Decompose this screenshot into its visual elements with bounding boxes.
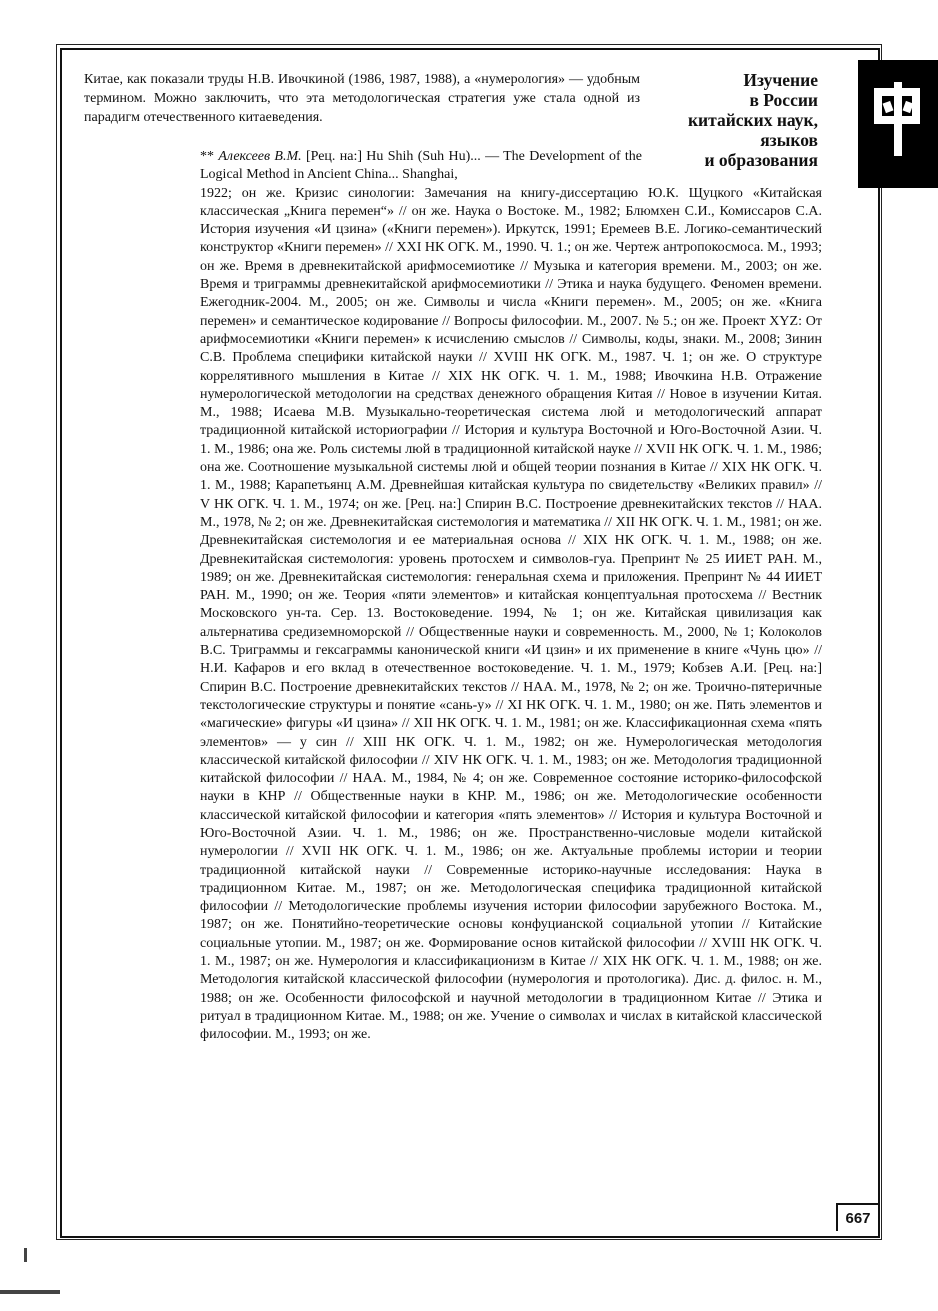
section-heading-line: китайских наук, <box>687 110 818 130</box>
footnote-block <box>200 148 822 1045</box>
footnote-first-line <box>200 148 642 185</box>
scan-artifact <box>24 1248 27 1262</box>
section-heading-line: и образования <box>704 150 818 170</box>
section-heading-line: в России <box>749 90 818 110</box>
intro-paragraph: Китае, как показали труды Н.В. Ивочкиной (1986, 1987, 1988), а «нумерология» — удобным термином. Можно заключить, что эта методологическая стратегия уже стала одной из парадигм отечественного китаеведения. <box>84 72 640 125</box>
section-heading-line: Изучение <box>743 70 818 90</box>
page-number: 667 <box>836 1203 878 1231</box>
footnote-author: Алексеев В.М. <box>218 149 302 164</box>
footnote-first-text: [Рец. на:] Hu Shih (Suh Hu)... — The Development of the Logical Method in Ancient China... Shanghai, <box>200 149 643 183</box>
footnote-body: 1922; он же. Кризис синологии: Замечания на книгу-диссертацию Ю.К. Щуцкого «Китайская классическая „Книга перемен“» // он же. Наука о Востоке. М., 1982; Блюмхен С.И., Комиссаров С.А. История изучения «И цзина» («Книги перемен»). Иркутск, 1991; Еремеев В.Е. Логико-семантический конструктор «Книги перемен» // XXI НК ОГК. М., 1990. Ч. 1.; он же. Чертеж антропокосмоса. М., 1993; он же. Время в древнекитайской арифмосемиотике // Музыка и категория времени. М., 2003; он же. Время и триграммы древнекитайской арифмосемиотики // Этика и наука будущего. Феномен времени. Ежегодник-2004. М., 2005; он же. Символы и числа «Книги перемен». М., 2005; он же. «Книга перемен» и семантическое кодирование // Вопросы философии. М., 2007. № 5.; он же. Проект XYZ: От арифмосемиотики «Книги перемен» к исчислению смыслов // Символы, коды, знаки. М., 2008; Зинин С.В. Проблема специфики китайской науки // XVIII НК ОГК. М., 1987. Ч. 1; он же. О структуре коррелятивного мышления в Китае // XIX НК ОГК. Ч. 1. М., 1988; Ивочкина Н.В. Отражение нумерологической методологии на средствах денежного обращения Китая // Новое в изучении Китая. М., 1988; Исаева М.В. Музыкально-теоретическая система люй и методологический аппарат традиционной китайской историографии // История и культура Восточной и Юго-Восточной Азии. Ч. 1. М., 1986; она же. Роль системы люй в традиционной китайской науке // XVII НК ОГК. Ч. 1. М., 1986; она же. Соотношение музыкальной системы люй и общей теории познания в Китае // XIX НК ОГК. Ч. 1. М., 1988; Карапетьянц А.М. Древнейшая китайская культура по свидетельству «Великих правил» // V НК ОГК. Ч. 1. М., 1974; он же. [Рец. на:] Спирин В.С. Построение древнекитайских текстов // НАА. М., 1978, № 2; он же. Древнекитайская системология и математика // XII НК ОГК. Ч. 1. М., 1981; он же. Древнекитайская системология и ее материальная основа // XIX НК ОГК. Ч. 1. М., 1988; он же. Древнекитайская системология: уровень протосхем и символов-гуа. Препринт № 25 ИИЕТ РАН. М., 1989; он же. Древнекитайская системология: генеральная схема и приложения. Препринт № 44 ИИЕТ РАН. М., 1990; он же. Теория «пяти элементов» и китайская концептуальная протосхема // Вестник Московского ун-та. Сер. 13. Востоковедение. 1994, № 1; он же. Китайская цивилизация как альтернатива средиземноморской // Общественные науки и современность. М., 2000, № 1; Колоколов В.С. Триграммы и гексаграммы канонической книги «И цзин» и их применение в книге «Чунь цю» // Н.И. Кафаров и его вклад в отечественное востоковедение. Ч. 1. М., 1979; Кобзев А.И. [Рец. на:] Спирин В.С. Построение древнекитайских текстов // НАА. М., 1978, № 2; он же. Троично-пятеричные текстологические структуры и понятие «сань-у» // XI НК ОГК. Ч. 1. М., 1980; он же. Пять элементов и «магические» фигуры «И цзина» // XII НК ОГК. Ч. 1. М., 1981; он же. Классификационная схема «пять элементов» — у син // XIII НК ОГК. Ч. 1. М., 1982; он же. Нумерологическая методология классической китайской философии // XIV НК ОГК. Ч. 1. М., 1983; он же. Методология традиционной китайской философии // НАА. М., 1984, № 4; он же. Современное состояние историко-философской науки в КНР // Общественные науки в КНР. М., 1986; он же. Методологические особенности классической китайской философии и категория «пять элементов» // История и культура Восточной и Юго-Восточной Азии. Ч. 1. М., 1986; он же. Пространственно-числовые модели китайской нумерологии // XVII НК ОГК. Ч. 1. М., 1986; он же. Актуальные проблемы истории и теории традиционной китайской науки // Современные историко-научные исследования: Наука в традиционном Китае. М., 1987; он же. Методологическая специфика традиционной китайской философии // Методологические проблемы изучения истории философии зарубежного Востока. М., 1987; он же. Понятийно-теоретические основы конфуцианской социальной утопии // Китайские социальные утопии. М., 1987; он же. Формирование основ китайской философии // XVIII НК ОГК. Ч. 1. М., 1987; он же. Нумерология и классификационизм в Китае // XIX НК ОГК. Ч. 1. М., 1988; он же. Методология китайской классической философии (нумерология и протологика). Дис. д. филос. н. М., 1988; он же. Особенности философской и научной методологии в традиционном Китае // Этика и ритуал в традиционном Китае. М., 1988; он же. Учение о символах и числах в китайской классической философии. М., 1993; он же. <box>200 185 822 1043</box>
chinese-character-icon <box>870 80 924 162</box>
section-heading-line: языков <box>760 130 818 150</box>
footnote-marker: ** <box>200 149 214 164</box>
section-thumb-tab <box>858 60 938 188</box>
scan-artifact <box>0 1290 60 1294</box>
